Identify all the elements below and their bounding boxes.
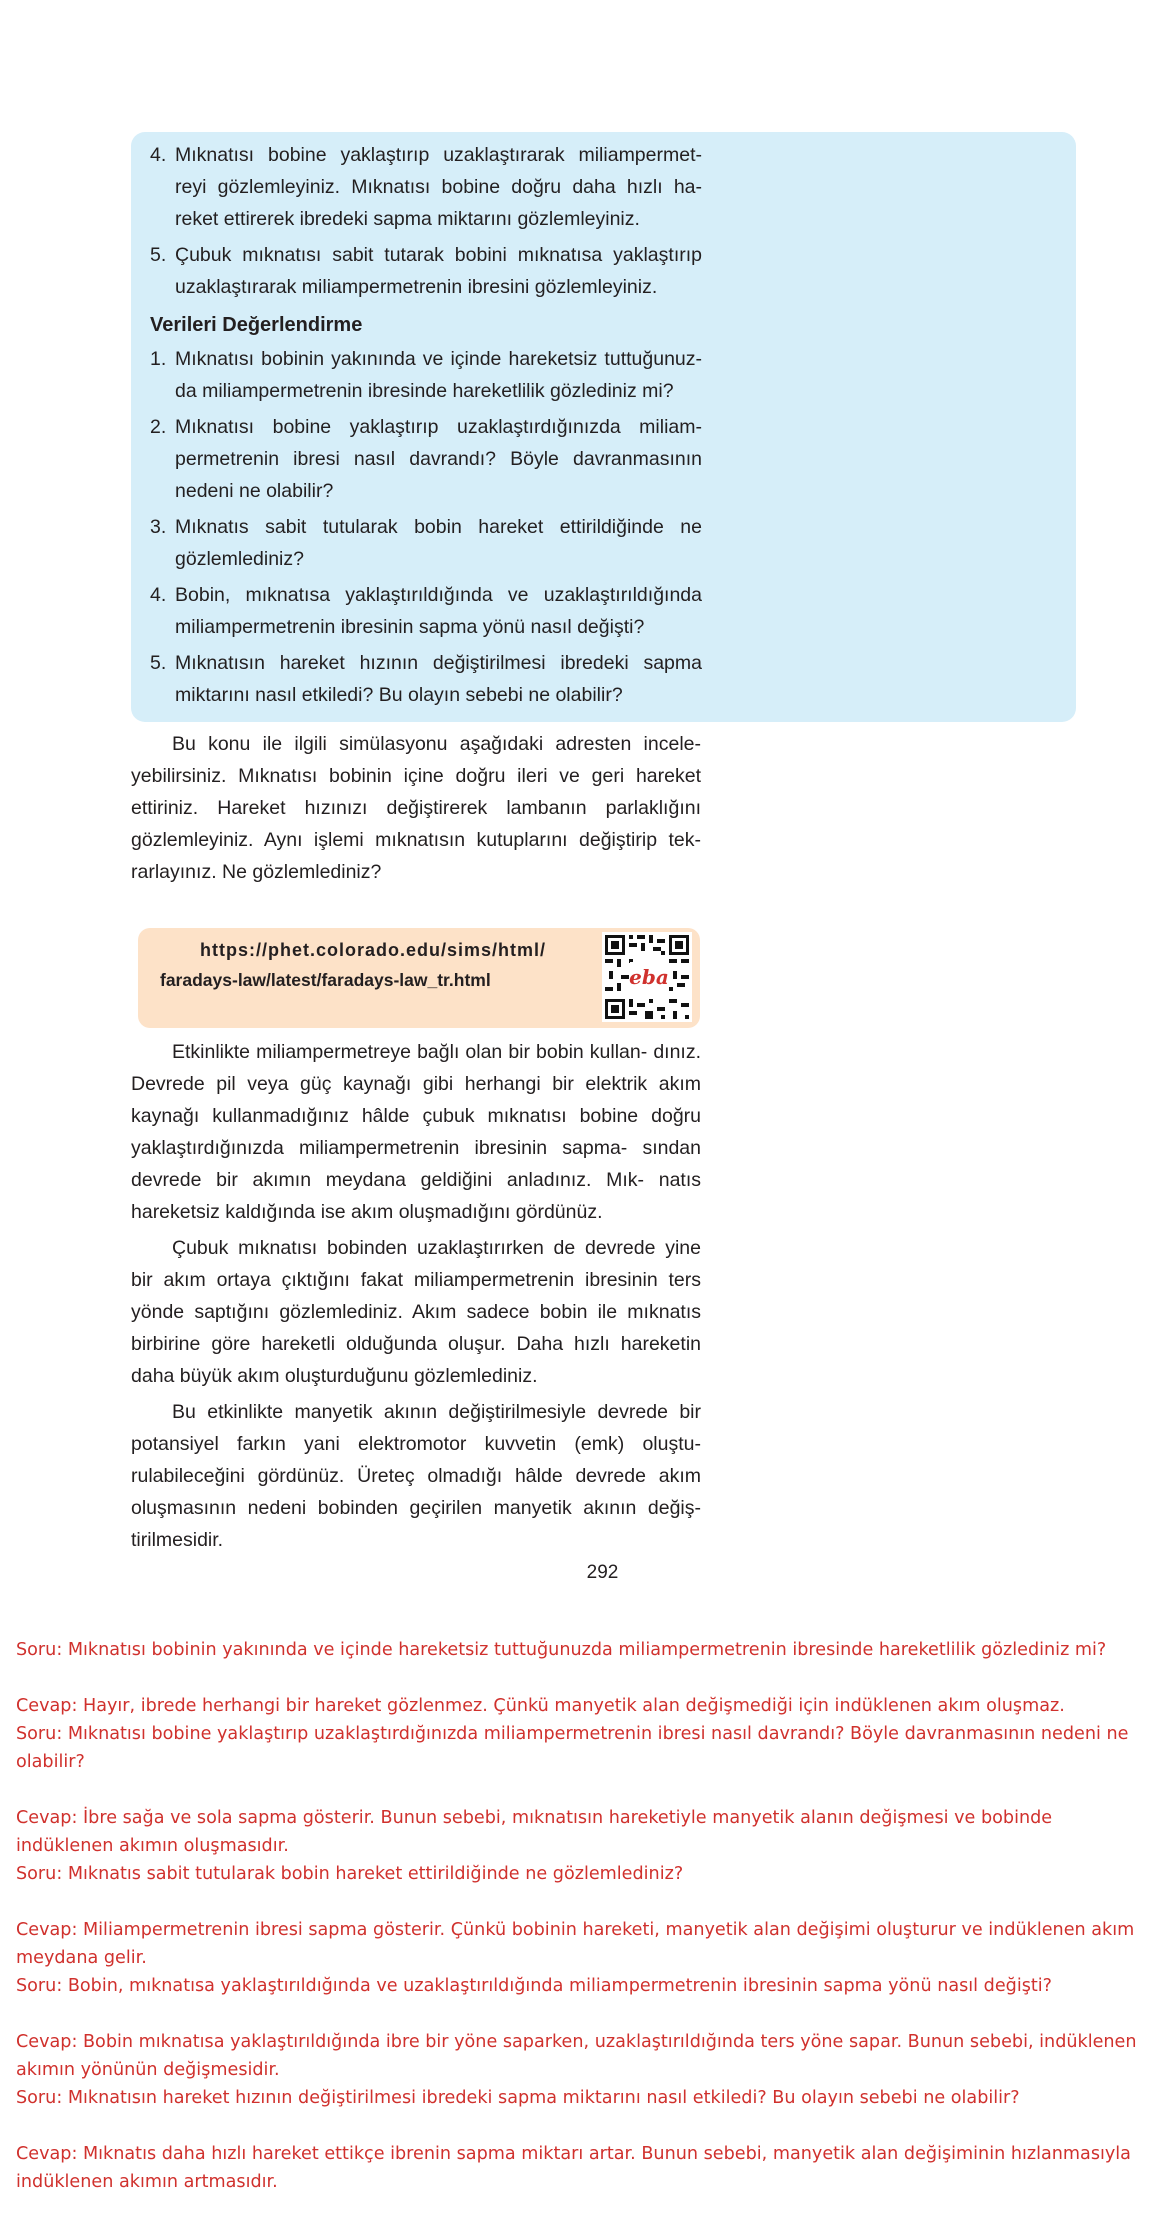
paragraph-3: Bu etkinlikte manyetik akının değiştirilmesiyle devrede bir potansiyel farkın yani elektromotor kuvvetin (emk) oluştu- rulabileceğini gördünüz. Üreteç olmadığı hâlde devrede akım oluşmasının nedeni bobinden geçirilen manyetik akının değiş- tirilmesidir. — [131, 1401, 701, 1551]
qa-line: olabilir? — [16, 1752, 85, 1772]
qa-blank — [16, 2112, 1166, 2140]
qa-blank — [16, 2000, 1166, 2028]
question-3: 3. Mıknatıs sabit tutularak bobin hareket ettirildiğinde ne gözlemlediniz? — [150, 516, 702, 570]
question-5: 5. Mıknatısın hareket hızının değiştirilmesi ibredeki sapma miktarını nasıl etkiledi? Bu olayın sebebi ne olabilir? — [150, 652, 702, 706]
body-text — [131, 1036, 701, 1560]
evaluation-questions — [150, 343, 702, 711]
qa-line: Soru: Mıknatıs sabit tutularak bobin hareket ettirildiğinde ne gözlemlediniz? — [16, 1864, 684, 1884]
qa-line: indüklenen akımın oluşmasıdır. — [16, 1836, 289, 1856]
qa-blank — [16, 1776, 1166, 1804]
qa-line: akımın yönünün değişmesidir. — [16, 2060, 280, 2080]
qa-line: indüklenen akımın artmasıdır. — [16, 2172, 278, 2192]
activity-content — [150, 139, 702, 715]
qr-code-icon[interactable] — [602, 932, 692, 1022]
qa-line: Soru: Bobin, mıknatısa yaklaştırıldığında ve uzaklaştırıldığında miliampermetrenin ibresinin sapma yönü nasıl değişti? — [16, 1976, 1052, 1996]
procedure-item-4: 4. Mıknatısı bobine yaklaştırıp uzaklaştırarak miliampermet- reyi gözlemleyiniz. Mıknatısı bobine doğru daha hızlı ha- reket ettirerek ibredeki sapma miktarını gözlemleyiniz. — [150, 144, 702, 230]
question-2: 2. Mıknatısı bobine yaklaştırıp uzaklaştırdığınızda miliam- permetrenin ibresi nasıl davrandı? Böyle davranmasının nedeni ne olabilir? — [150, 416, 702, 502]
qa-line: Soru: Mıknatısın hareket hızının değiştirilmesi ibredeki sapma miktarını nasıl etkiledi? Bu olayın sebebi ne olabilir? — [16, 2088, 1020, 2108]
qa-blank — [16, 1888, 1166, 1916]
qa-line: Soru: Mıknatısı bobinin yakınında ve içinde hareketsiz tuttuğunuzda miliampermetrenin ibresinde hareketlilik gözlediniz mi? — [16, 1640, 1107, 1660]
simulation-url-line-1[interactable]: https://phet.colorado.edu/sims/html/ — [200, 940, 547, 960]
paragraph-1: Etkinlikte miliampermetreye bağlı olan bir bobin kullan- dınız. Devrede pil veya güç kaynağı gibi herhangi bir elektrik akım kaynağı kullanmadığınız hâlde çubuk mıknatısı bobine doğru yaklaştırdığınızda miliampermetrenin ibresinin sapma- sından devrede bir akımın meydana geldiğini anladınız. Mık- natıs hareketsiz kaldığında ise akım oluşmadığını gördünüz. — [131, 1041, 702, 1223]
question-1: 1. Mıknatısı bobinin yakınında ve içinde hareketsiz tuttuğunuz- da miliampermetrenin ibresinde hareketlilik gözlediniz mi? — [150, 348, 702, 402]
procedure-item-5: 5. Çubuk mıknatısı sabit tutarak bobini mıknatısa yaklaştırıp uzaklaştırarak miliampermetrenin ibresini gözlemleyiniz. — [150, 244, 702, 298]
simulation-link-box — [138, 928, 700, 1028]
qa-line: Cevap: İbre sağa ve sola sapma gösterir. Bunun sebebi, mıknatısın hareketiyle manyetik alanın değişmesi ve bobinde — [16, 1808, 1053, 1828]
qa-blank — [16, 1664, 1166, 1692]
paragraph-2: Çubuk mıknatısı bobinden uzaklaştırırken de devrede yine bir akım ortaya çıktığını fakat miliampermetrenin ibresinin ters yönde saptığını gözlemlediniz. Akım sadece bobin ile mıknatıs birbirine göre hareketli olduğunda oluşur. Daha hızlı hareketin daha büyük akım oluşturduğunu gözlemlediniz. — [131, 1237, 701, 1387]
simulation-paragraph: Bu konu ile ilgili simülasyonu aşağıdaki adresten incele- yebilirsiniz. Mıknatısı bobinin içine doğru ileri ve geri hareket ettiriniz. Hareket hızınızı değiştirerek lambanın parlaklığını gözlemleyiniz. Aynı işlemi mıknatısın kutuplarını değiştirip tek- rarlayınız. Ne gözlemlediniz? — [131, 733, 701, 883]
qa-line: Cevap: Hayır, ibrede herhangi bir hareket gözlenmez. Çünkü manyetik alan değişmediği için indüklenen akım oluşmaz. — [16, 1696, 1065, 1716]
qa-line: Cevap: Miliampermetrenin ibresi sapma gösterir. Çünkü bobinin hareketi, manyetik alan değişimi oluşturur ve indüklenen akım — [16, 1920, 1135, 1940]
qa-line: Cevap: Bobin mıknatısa yaklaştırıldığında ibre bir yöne saparken, uzaklaştırıldığında ters yöne sapar. Bunun sebebi, indüklenen — [16, 2032, 1137, 2052]
page-number: 292 — [586, 1562, 619, 1583]
procedure-list — [150, 139, 702, 303]
qa-section — [16, 1636, 1166, 2196]
qa-line: Soru: Mıknatısı bobine yaklaştırıp uzaklaştırdığınızda miliampermetrenin ibresi nasıl davrandı? Böyle davranmasının nedeni ne — [16, 1724, 1129, 1744]
eba-logo: eba — [629, 965, 669, 989]
question-4: 4. Bobin, mıknatısa yaklaştırıldığında ve uzaklaştırıldığında miliampermetrenin ibresinin sapma yönü nasıl değişti? — [150, 584, 702, 638]
simulation-url-line-2[interactable]: faradays-law/latest/faradays-law_tr.html — [160, 970, 491, 990]
section-heading: Verileri Değerlendirme — [150, 314, 363, 336]
qa-line: Cevap: Mıknatıs daha hızlı hareket ettikçe ibrenin sapma miktarı artar. Bunun sebebi, manyetik alan değişiminin hızlanmasıyla — [16, 2144, 1131, 2164]
qa-line: meydana gelir. — [16, 1948, 147, 1968]
